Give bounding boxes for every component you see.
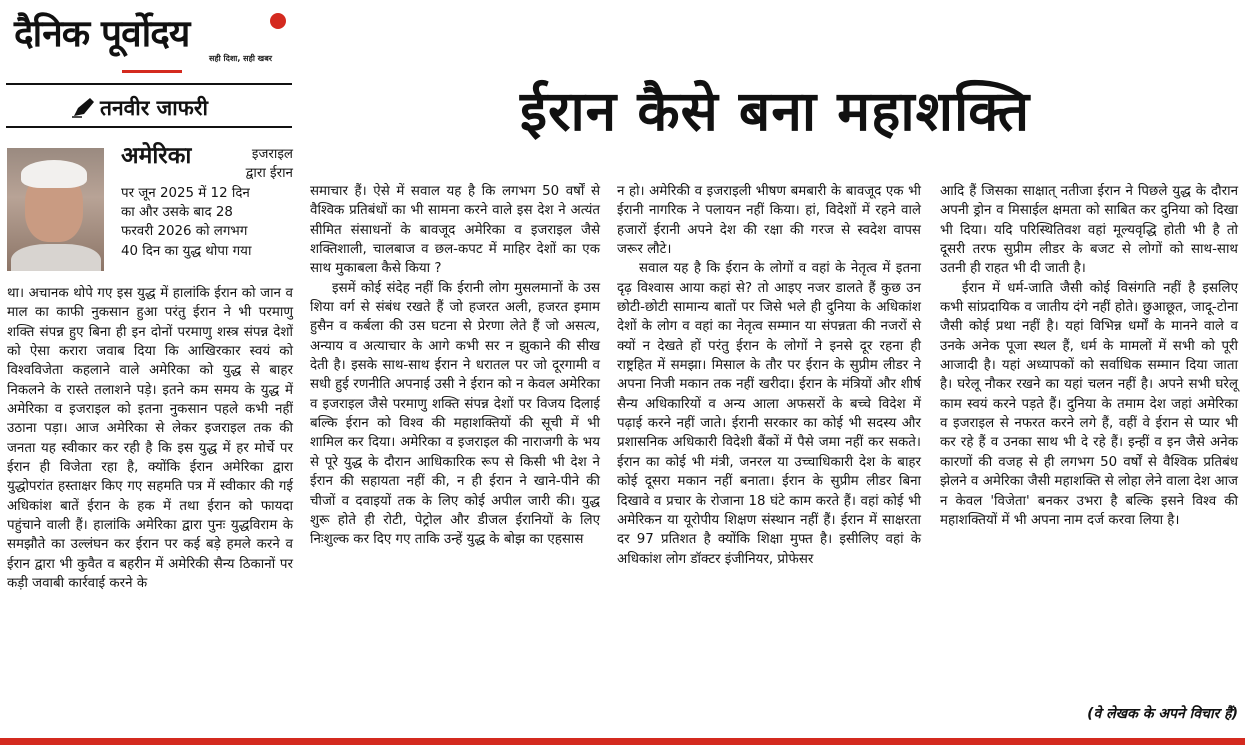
intro-line: द्वारा ईरान bbox=[245, 166, 293, 182]
article-column-3 bbox=[617, 182, 921, 569]
paragraph: था। अचानक थोपे गए इस युद्ध में हालांकि ईरान को जान व माल का काफी नुकसान हुआ परंतु ईरान ने भी परमाणु शक्ति संपन्न हुए बिना ही इन दोनों परमाणु शस्त्र संपन्न देशों को ऐसा करारा जवाब दिया कि आखिरकार स्वयं को विश्वविजेता कहलाने वाले अमेरिका को युद्ध से बाहर निकलने के रास्ते तलाशने पड़े। इतने कम समय के युद्ध में अमेरिका व इजराइल को इतना नुकसान पहले कभी नहीं उठाना पड़ा। आज अमेरिका से लेकर इजराइल तक की जनता यह स्वीकार कर रही है कि इस युद्ध में हर मोर्चे पर ईरान ही विजेता रहा है, क्योंकि ईरान अमेरिका द्वारा युद्धोपरांत हस्ताक्षर किए गए सहमति पत्र में स्वीकार की गई अधिकांश बातें ईरान के हक में तथा ईरान को फायदा पहुंचाने वाली हैं। हालांकि अमेरिका द्वारा पुनः युद्धविराम के समझौते का उल्लंघन कर ईरान पर कई बड़े हमले करने व ईरान द्वारा भी कुवैत व बहरीन में अमेरिकी सैन्य ठिकानों पर कड़ी जवाबी कार्रवाई करने के bbox=[7, 286, 293, 592]
paragraph: न हो। अमेरिकी व इजराइली भीषण बमबारी के बावजूद एक भी ईरानी नागरिक ने पलायन नहीं किया। हां, विदेशों में रहने वाले हजारों ईरानी अपने देश की रक्षा की गरज से स्वदेश वापस जरूर लौटे। bbox=[617, 184, 921, 258]
intro-line: का और उसके बाद 28 bbox=[121, 205, 233, 221]
intro-line: पर जून 2025 में 12 दिन bbox=[121, 185, 250, 201]
intro-line: फरवरी 2026 को लगभग bbox=[121, 224, 248, 240]
bottom-accent-bar bbox=[0, 738, 1245, 745]
intro-line: इजराइल bbox=[251, 147, 293, 162]
logo-sun-icon bbox=[270, 13, 286, 29]
paragraph: समाचार हैं। ऐसे में सवाल यह है कि लगभग 50 वर्षों से वैश्विक प्रतिबंधों का भी सामना करने वाले इस देश ने अत्यंत सीमित संसाधनों के बावजूद अमेरिका व इजराइल जैसे शक्तिशाली, चालबाज व छल-कपट में माहिर देशों का एक साथ मुकाबला कैसे किया ? bbox=[310, 184, 600, 277]
paragraph: आदि हैं जिसका साक्षात् नतीजा ईरान ने पिछले युद्ध के दौरान अपनी ड्रोन व मिसाईल क्षमता को साबित कर दुनिया को दिखा भी दिया। यदि परिस्थितिवश वहां मूल्यवृद्धि होती भी है तो दूसरी तरफ सुप्रीम लीडर के बजट से लोगों को साथ-साथ उतनी ही राहत भी दी जाती है। bbox=[940, 184, 1238, 277]
article-column-4 bbox=[940, 182, 1238, 530]
dropcap-word: अमेरिका bbox=[121, 143, 192, 169]
paragraph: इसमें कोई संदेह नहीं कि ईरानी लोग मुसलमानों के उस शिया वर्ग से संबंध रखते हैं जो हजरत अली, हजरत इमाम हुसैन व कर्बला की उस घटना से प्रेरणा लेते हैं जो असत्य, अन्याय व अत्याचार के आगे कभी सर न झुकाने की सीख देती है। इसके साथ-साथ ईरान ने धरातल पर जो दूरगामी व सधी हुई रणनीति अपनाई उसी ने ईरान को न केवल अमेरिका व इजराइल जैसे परमाणु शक्ति संपन्न देशों पर विजय दिलाई बल्कि ईरान को विश्व की महाशक्तियों की सूची में भी शामिल कर दिया। अमेरिका व इजराइल की नाराजगी के भय से पूरे युद्ध के दौरान आधिकारिक रूप से किसी भी देश ने ईरान की सहायता नहीं की, न ही ईरान ने खाने-पीने की चीजों व दवाइयों तक के लिए कोई अपील जारी की। युद्ध शुरू होते ही रोटी, पेट्रोल और डीजल ईरानियों के लिए निःशुल्क कर दिए गए ताकि उन्हें युद्ध के बोझ का एहसास bbox=[310, 280, 600, 548]
article-intro bbox=[121, 145, 293, 261]
top-divider bbox=[6, 83, 292, 85]
paragraph: सवाल यह है कि ईरान के लोगों व वहां के नेतृत्व में इतना दृढ़ विश्वास आया कहां से? तो आइए नजर डालते हैं कुछ उन छोटी-छोटी सामान्य बातों पर जिसे भले ही दुनिया के अधिकांश देशों के लोग व वहां का नेतृत्व सम्मान या संपन्नता की नजरों से क्यों न देखते हों परंतु ईरान के लोगों ने इनसे दूर रहना ही राष्ट्रहित में समझा। मिसाल के तौर पर ईरान के सुप्रीम लीडर ने अपना निजी मकान तक नहीं खरीदा। ईरान के मंत्रियों और शीर्ष सैन्य अधिकारियों व अन्य आला अफसरों के बच्चे विदेश में पढ़ाई करने नहीं जाते। ईरानी सरकार का कोई भी सदस्य और प्रशासनिक अधिकारी विदेशी बैंकों में पैसे जमा नहीं कर सकते। ईरान का कोई भी मंत्री, जनरल या उच्चाधिकारी देश के बाहर कोई दूसरा मकान नहीं बनाता। ईरान के सुप्रीम लीडर बिना दिखावे व प्रचार के रोजाना 18 घंटे काम करते हैं। वहां कोई भी अमेरिकन या यूरोपीय शिक्षण संस्थान नहीं हैं। ईरान में साक्षरता दर 97 प्रतिशत है क्योंकि शिक्षा मुफ्त है। इसीलिए वहां के अधिकांश लोग डॉक्टर इंजीनियर, प्रोफेसर bbox=[617, 261, 921, 567]
article-column-2 bbox=[310, 182, 600, 550]
masthead-accent bbox=[122, 70, 182, 73]
intro-line: 40 दिन का युद्ध थोपा गया bbox=[121, 243, 252, 259]
author-photo bbox=[7, 148, 104, 271]
paragraph: ईरान में धर्म-जाति जैसी कोई विसंगति नहीं है इसलिए कभी सांप्रदायिक व जातीय दंगे नहीं होते। छुआछूत, जादू-टोना जैसी कोई प्रथा नहीं है। यहां विभिन्न धर्मों के मानने वाले व उनके अनेक पूजा स्थल हैं, धर्म के मामलों में सभी को पूरी आजादी है। यहां अध्यापकों को सर्वाधिक सम्मान दिया जाता है। घरेलू नौकर रखने का यहां चलन नहीं है। अपने सभी घरेलू काम स्वयं करने पड़ते हैं। दुनिया के तमाम देश जहां अमेरिका व इजराइल से नफरत करने लगे हैं, वहीं वे ईरान से प्यार भी कर रहे हैं व उनका साथ भी दे रहे हैं। इन्हीं व इन जैसे अनेक कारणों की वजह से ही लगभग 50 वर्षों से वैश्विक प्रतिबंध झेलने व अमेरिका जैसी महाशक्ति से लोहा लेने वाला देश आज न केवल 'विजेता' बनकर उभरा है बल्कि इसने विश्व की महाशक्तियों में भी अपना नाम दर्ज करवा लिया है। bbox=[940, 280, 1238, 528]
masthead bbox=[12, 4, 287, 76]
newspaper-logo: दैनिक पूर्वोदय bbox=[14, 12, 190, 55]
newspaper-tagline: सही दिशा, सही खबर bbox=[209, 54, 273, 63]
pen-icon bbox=[72, 96, 96, 118]
disclaimer-note: (वे लेखक के अपने विचार हैं) bbox=[1087, 706, 1238, 722]
author-byline: तनवीर जाफरी bbox=[100, 96, 208, 120]
article-headline: ईरान कैसे बना महाशक्ति bbox=[519, 79, 1031, 143]
article-column-1 bbox=[7, 284, 293, 594]
byline-divider bbox=[6, 126, 292, 128]
